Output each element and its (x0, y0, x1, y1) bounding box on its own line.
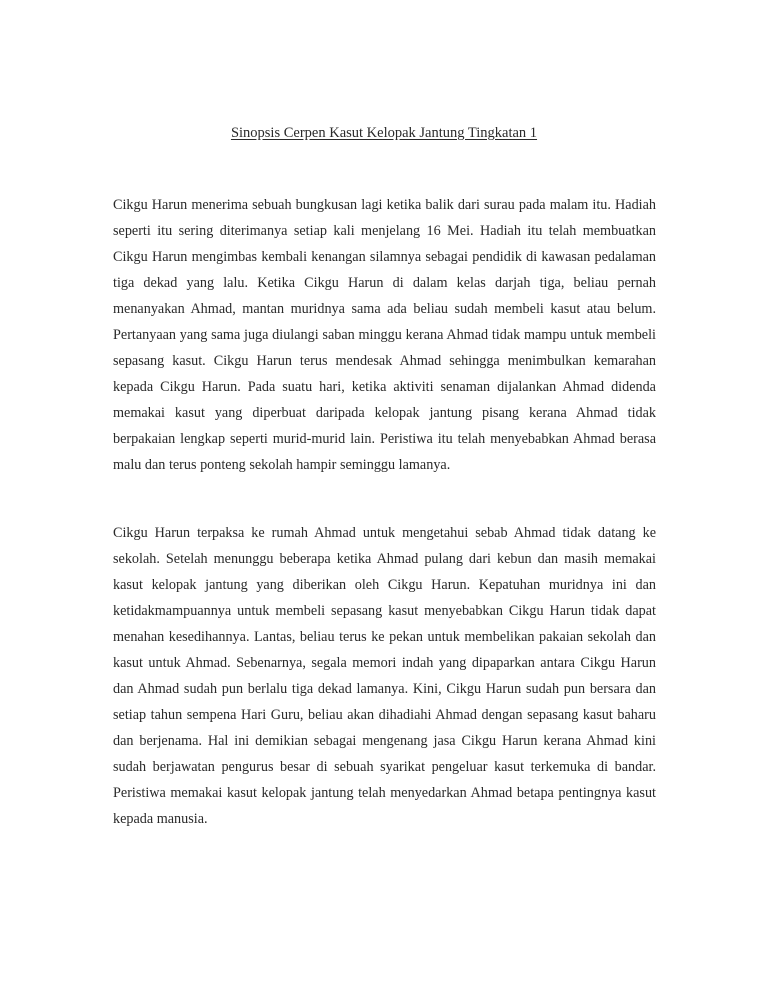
paragraph-2: Cikgu Harun terpaksa ke rumah Ahmad untuk mengetahui sebab Ahmad tidak datang ke sekolah. Setelah menunggu beberapa ketika Ahmad pulang dari kebun dan masih memakai kasut kelopak jantung yang diberikan oleh Cikgu Harun. Kepatuhan muridnya ini dan ketidakmampuannya untuk membeli sepasang kasut menyebabkan Cikgu Harun tidak dapat menahan kesedihannya. Lantas, beliau terus ke pekan untuk membelikan pakaian sekolah dan kasut untuk Ahmad. Sebenarnya, segala memori indah yang dipaparkan antara Cikgu Harun dan Ahmad sudah pun berlalu tiga dekad lamanya. Kini, Cikgu Harun sudah pun bersara dan setiap tahun sempena Hari Guru, beliau akan dihadiahi Ahmad dengan sepasang kasut baharu dan berjenama. Hal ini demikian sebagai mengenang jasa Cikgu Harun kerana Ahmad kini sudah berjawatan pengurus besar di sebuah syarikat pengeluar kasut terkemuka di bandar. Peristiwa memakai kasut kelopak jantung telah menyedarkan Ahmad betapa pentingnya kasut kepada manusia. (113, 525, 656, 827)
document-title: Sinopsis Cerpen Kasut Kelopak Jantung Tingkatan 1 (230, 125, 538, 141)
paragraph-1: Cikgu Harun menerima sebuah bungkusan lagi ketika balik dari surau pada malam itu. Hadiah seperti itu sering diterimanya setiap kali menjelang 16 Mei. Hadiah itu telah membuatkan Cikgu Harun mengimbas kembali kenangan silamnya sebagai pendidik di kawasan pedalaman tiga dekad yang lalu. Ketika Cikgu Harun di dalam kelas darjah tiga, beliau pernah menanyakan Ahmad, mantan muridnya sama ada beliau sudah membeli kasut atau belum. Pertanyaan yang sama juga diulangi saban minggu kerana Ahmad tidak mampu untuk membeli sepasang kasut. Cikgu Harun terus mendesak Ahmad sehingga menimbulkan kemarahan kepada Cikgu Harun. Pada suatu hari, ketika aktiviti senaman dijalankan Ahmad didenda memakai kasut yang diperbuat daripada kelopak jantung pisang kerana Ahmad tidak berpakaian lengkap seperti murid-murid lain. Peristiwa itu telah menyebabkan Ahmad berasa malu dan terus ponteng sekolah hampir seminggu lamanya. (113, 197, 656, 473)
